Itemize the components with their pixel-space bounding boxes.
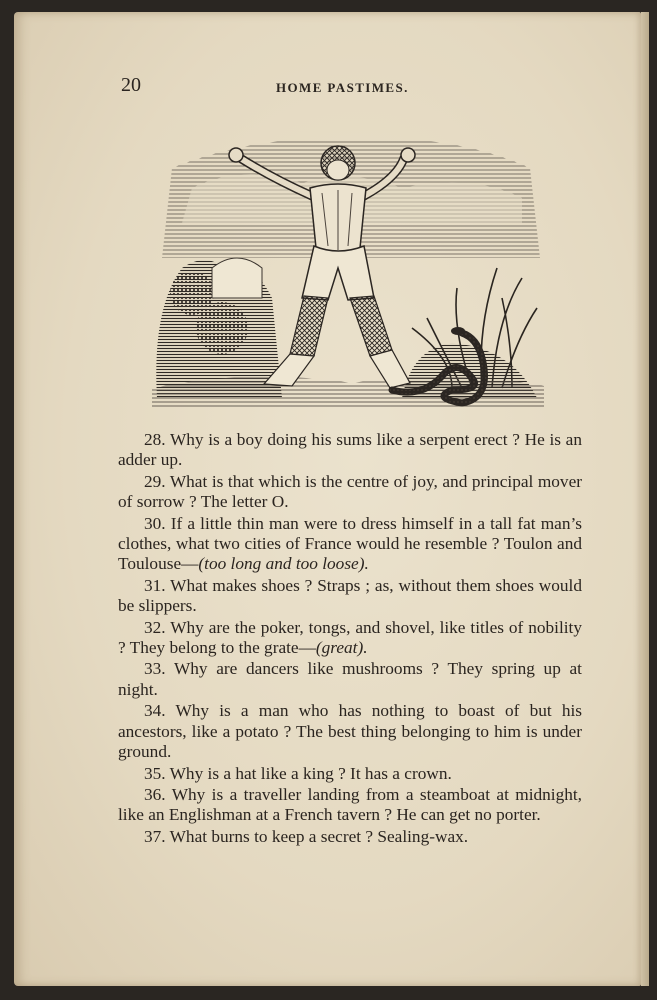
riddle-37 bbox=[118, 827, 582, 847]
riddle-text: What makes shoes ? Straps ; as, without them shoes would be slippers. bbox=[118, 575, 582, 616]
riddle-35 bbox=[118, 764, 582, 784]
riddle-italic-answer: (great). bbox=[315, 638, 368, 658]
riddle-text: Why is a boy doing his sums like a serpent erect ? He is an adder up. bbox=[118, 430, 582, 470]
riddle-31 bbox=[118, 576, 582, 617]
page-number: 20 bbox=[121, 74, 141, 96]
riddle-number: 30. bbox=[144, 513, 166, 533]
riddle-32 bbox=[118, 618, 582, 659]
riddle-number: 32. bbox=[144, 617, 166, 637]
riddle-29 bbox=[118, 472, 582, 513]
running-head: HOME PASTIMES. bbox=[276, 80, 409, 95]
riddle-number: 33. bbox=[144, 659, 166, 679]
riddle-number: 29. bbox=[144, 471, 166, 491]
riddle-number: 36. bbox=[144, 784, 166, 804]
riddle-text: What is that which is the centre of joy, and principal mover of sorrow ? The letter O. bbox=[118, 471, 582, 512]
riddle-text: Why are the poker, tongs, and shovel, like titles of nobility ? They belong to the grate— bbox=[118, 617, 582, 658]
riddle-34 bbox=[118, 701, 582, 762]
riddle-28 bbox=[118, 430, 582, 471]
woodcut-illustration bbox=[152, 128, 544, 408]
riddle-36 bbox=[118, 785, 582, 826]
page-edge bbox=[641, 12, 649, 986]
riddle-number: 34. bbox=[144, 701, 166, 721]
riddle-number: 31. bbox=[144, 575, 166, 595]
riddle-number: 37. bbox=[144, 826, 166, 846]
riddle-33 bbox=[118, 659, 582, 700]
riddles-text bbox=[118, 430, 582, 847]
riddle-number: 35. bbox=[144, 763, 166, 783]
riddle-text: If a little thin man were to dress himself in a tall fat man’s clothes, what two cities of France would he resemble ? Toulon and Toulouse— bbox=[118, 513, 582, 574]
riddle-30 bbox=[118, 514, 582, 575]
riddle-text: Why is a traveller landing from a steamboat at midnight, like an Englishman at a French tavern ? He can get no porter. bbox=[118, 784, 582, 825]
riddle-text: Why are dancers like mushrooms ? They spring up at night. bbox=[118, 659, 582, 699]
riddle-italic-answer: (too long and too loose). bbox=[198, 554, 369, 574]
riddle-number: 28. bbox=[144, 430, 166, 449]
riddle-text: What burns to keep a secret ? Sealing-wax. bbox=[165, 826, 469, 846]
riddle-text: Why is a man who has nothing to boast of but his ancestors, like a potato ? The best thing belonging to him is under ground. bbox=[118, 701, 582, 762]
riddle-text: Why is a hat like a king ? It has a crown. bbox=[165, 763, 452, 783]
